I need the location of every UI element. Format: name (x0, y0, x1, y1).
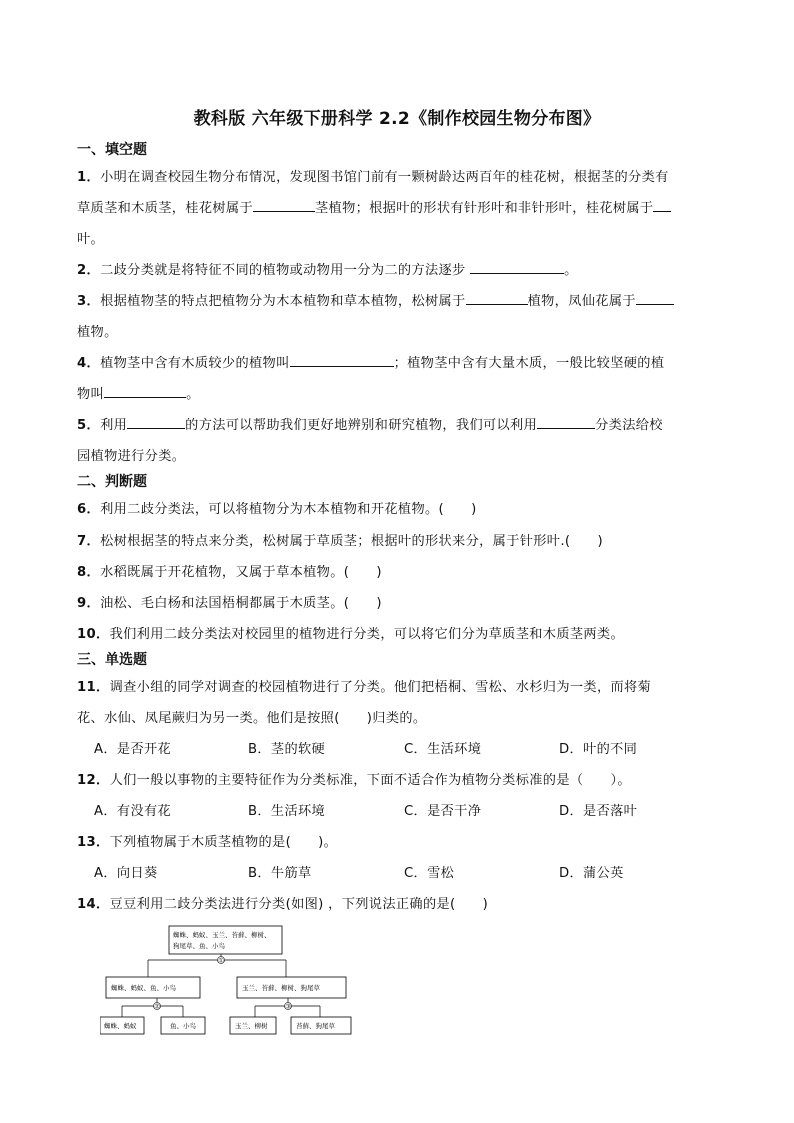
q12-option-c[interactable]: C．是否干净 (404, 804, 482, 819)
classification-diagram (100, 922, 360, 1040)
diagram-leaf-ll (100, 1017, 144, 1034)
q8-text: 水稻既属于开花植物，又属于草本植物。( ) (100, 565, 382, 580)
q11-number: 11． (77, 680, 110, 695)
q2-text-b: 。 (564, 263, 578, 278)
q13-option-d[interactable]: D．蒲公英 (559, 866, 624, 881)
q4-line2 (77, 383, 200, 402)
q5-number: 5． (77, 418, 101, 433)
q3-blank-2[interactable] (636, 292, 674, 305)
q13-text: 下列植物属于木质茎植物的是( )。 (109, 835, 338, 850)
q13-option-a[interactable]: A．向日葵 (94, 866, 158, 881)
q4-blank-2[interactable] (104, 385, 186, 398)
q1-text-2b: 茎植物；根据叶的形状有针形叶和非针形叶，桂花树属于 (315, 201, 654, 216)
diagram-root-line2: 狗尾草、鱼、小鸟 (173, 942, 225, 950)
q7-line (77, 530, 603, 549)
q13-number: 13． (77, 835, 110, 850)
diagram-right-node (237, 977, 346, 998)
q12-option-b[interactable]: B．生活环境 (248, 804, 326, 819)
q3-blank-1[interactable] (466, 292, 528, 305)
section-choice-title: 三、单选题 (77, 652, 147, 668)
q8-number: 8． (77, 565, 101, 580)
q14-number: 14． (77, 897, 110, 912)
q11-option-c[interactable]: C．生活环境 (404, 742, 482, 757)
section-judge-title: 二、判断题 (77, 474, 147, 490)
q11-option-b[interactable]: B．茎的软硬 (248, 742, 326, 757)
q12-option-d[interactable]: D．是否落叶 (559, 804, 638, 819)
diagram-leaf-rl (230, 1017, 276, 1034)
q1-blank-2[interactable] (653, 199, 671, 212)
q11-option-a[interactable]: A．是否开花 (94, 742, 172, 757)
q5-text-c: 分类法给校 (595, 418, 663, 433)
diagram-leaf-rl-label: 玉兰、柳树 (235, 1022, 268, 1030)
q3-text-a: 根据植物茎的特点把植物分为木本植物和草本植物，松树属于 (100, 294, 466, 309)
q13-option-b[interactable]: B．牛筋草 (248, 866, 312, 881)
diagram-right-label: 玉兰、苔藓、柳树、狗尾草 (242, 984, 320, 992)
q1-text-3: 叶。 (77, 232, 105, 247)
q11-text-1: 调查小组的同学对调查的校园植物进行了分类。他们把梧桐、雪松、水杉归为一类，而将菊 (109, 680, 652, 695)
section-fill-title: 一、填空题 (77, 142, 147, 158)
q5-text-a: 利用 (100, 418, 128, 433)
q12-option-a[interactable]: A．有没有花 (94, 804, 172, 819)
diagram-left-label: 蜘蛛、蚂蚁、鱼、小鸟 (111, 984, 176, 992)
diagram-marker-3: ③ (285, 1002, 292, 1011)
q5-text-2: 园植物进行分类。 (77, 449, 186, 464)
q1-line1 (77, 166, 669, 185)
diagram-root-node (169, 926, 282, 954)
q2-text-a: 二歧分类就是将特征不同的植物或动物用一分为二的方法逐步 (100, 263, 471, 278)
q14-line (77, 893, 488, 912)
q9-line (77, 592, 382, 611)
q2-blank[interactable] (470, 261, 564, 274)
q6-line (77, 498, 477, 517)
q1-line2 (77, 197, 671, 216)
q4-text-2a: 物叫 (77, 387, 105, 402)
q6-number: 6． (77, 502, 101, 517)
diagram-leaf-ll-label: 蜘蛛、蚂蚁 (104, 1022, 137, 1030)
diagram-root-line1: 蜘蛛、蚂蚁、玉兰、苔藓、柳树、 (173, 931, 271, 939)
q12-text: 人们一般以事物的主要特征作为分类标准，下面不适合作为植物分类标准的是（ ）。 (109, 773, 631, 788)
q10-line (77, 623, 624, 642)
q5-blank-1[interactable] (127, 416, 185, 429)
q9-text: 油松、毛白杨和法国梧桐都属于木质茎。( ) (100, 596, 382, 611)
diagram-marker-2: ② (154, 1002, 161, 1011)
diagram-leaf-lr (161, 1017, 205, 1034)
q9-number: 9． (77, 596, 101, 611)
q11-text-2: 花、水仙、凤尾蕨归为另一类。他们是按照( )归类的。 (77, 711, 427, 726)
q2-number: 2． (77, 263, 101, 278)
q14-text: 豆豆利用二歧分类法进行分类(如图) ，下列说法正确的是( ) (109, 897, 489, 912)
diagram-leaf-rr (291, 1017, 351, 1034)
q5-text-b: 的方法可以帮助我们更好地辨别和研究植物，我们可以利用 (185, 418, 538, 433)
q4-blank-1[interactable] (290, 354, 394, 367)
q8-line (77, 561, 382, 580)
diagram-leaf-lr-label: 鱼、小鸟 (170, 1022, 196, 1030)
q3-text-b: 植物，凤仙花属于 (527, 294, 636, 309)
q4-text-a: 植物茎中含有木质较少的植物叫 (100, 356, 290, 371)
q10-number: 10． (77, 627, 110, 642)
q3-text-2: 植物。 (77, 325, 118, 340)
q7-text: 松树根据茎的特点来分类，松树属于草质茎；根据叶的形状来分，属于针形叶.( ) (100, 534, 603, 549)
q3-number: 3． (77, 294, 101, 309)
q3-line1 (77, 290, 674, 309)
q13-option-c[interactable]: C．雪松 (404, 866, 455, 881)
q5-line1 (77, 414, 663, 433)
q4-number: 4． (77, 356, 101, 371)
q12-number: 12． (77, 773, 110, 788)
q5-blank-2[interactable] (537, 416, 595, 429)
page-title: 教科版 六年级下册科学 2.2《制作校园生物分布图》 (193, 109, 601, 129)
q2-line (77, 259, 578, 278)
q1-text-2a: 草质茎和木质茎，桂花树属于 (77, 201, 253, 216)
q12-line (77, 769, 631, 788)
diagram-marker-1: ① (218, 956, 225, 965)
q13-line (77, 831, 337, 850)
q6-text: 利用二歧分类法，可以将植物分为木本植物和开花植物。( ) (100, 502, 477, 517)
q1-number: 1． (77, 170, 101, 185)
q4-text-2b: 。 (186, 387, 200, 402)
q4-text-b: ；植物茎中含有大量木质，一般比较坚硬的植 (393, 356, 665, 371)
q7-number: 7． (77, 534, 101, 549)
q11-line1 (77, 676, 651, 695)
q1-blank-1[interactable] (253, 199, 315, 212)
q11-option-d[interactable]: D．叶的不同 (559, 742, 638, 757)
diagram-leaf-rr-label: 苔藓、狗尾草 (296, 1022, 335, 1030)
diagram-left-node (106, 977, 200, 998)
q10-text: 我们利用二歧分类法对校园里的植物进行分类，可以将它们分为草质茎和木质茎两类。 (109, 627, 625, 642)
q1-text-1: 小明在调查校园生物分布情况，发现图书馆门前有一颗树龄达两百年的桂花树，根据茎的分类有 (100, 170, 669, 185)
q4-line1 (77, 352, 664, 371)
